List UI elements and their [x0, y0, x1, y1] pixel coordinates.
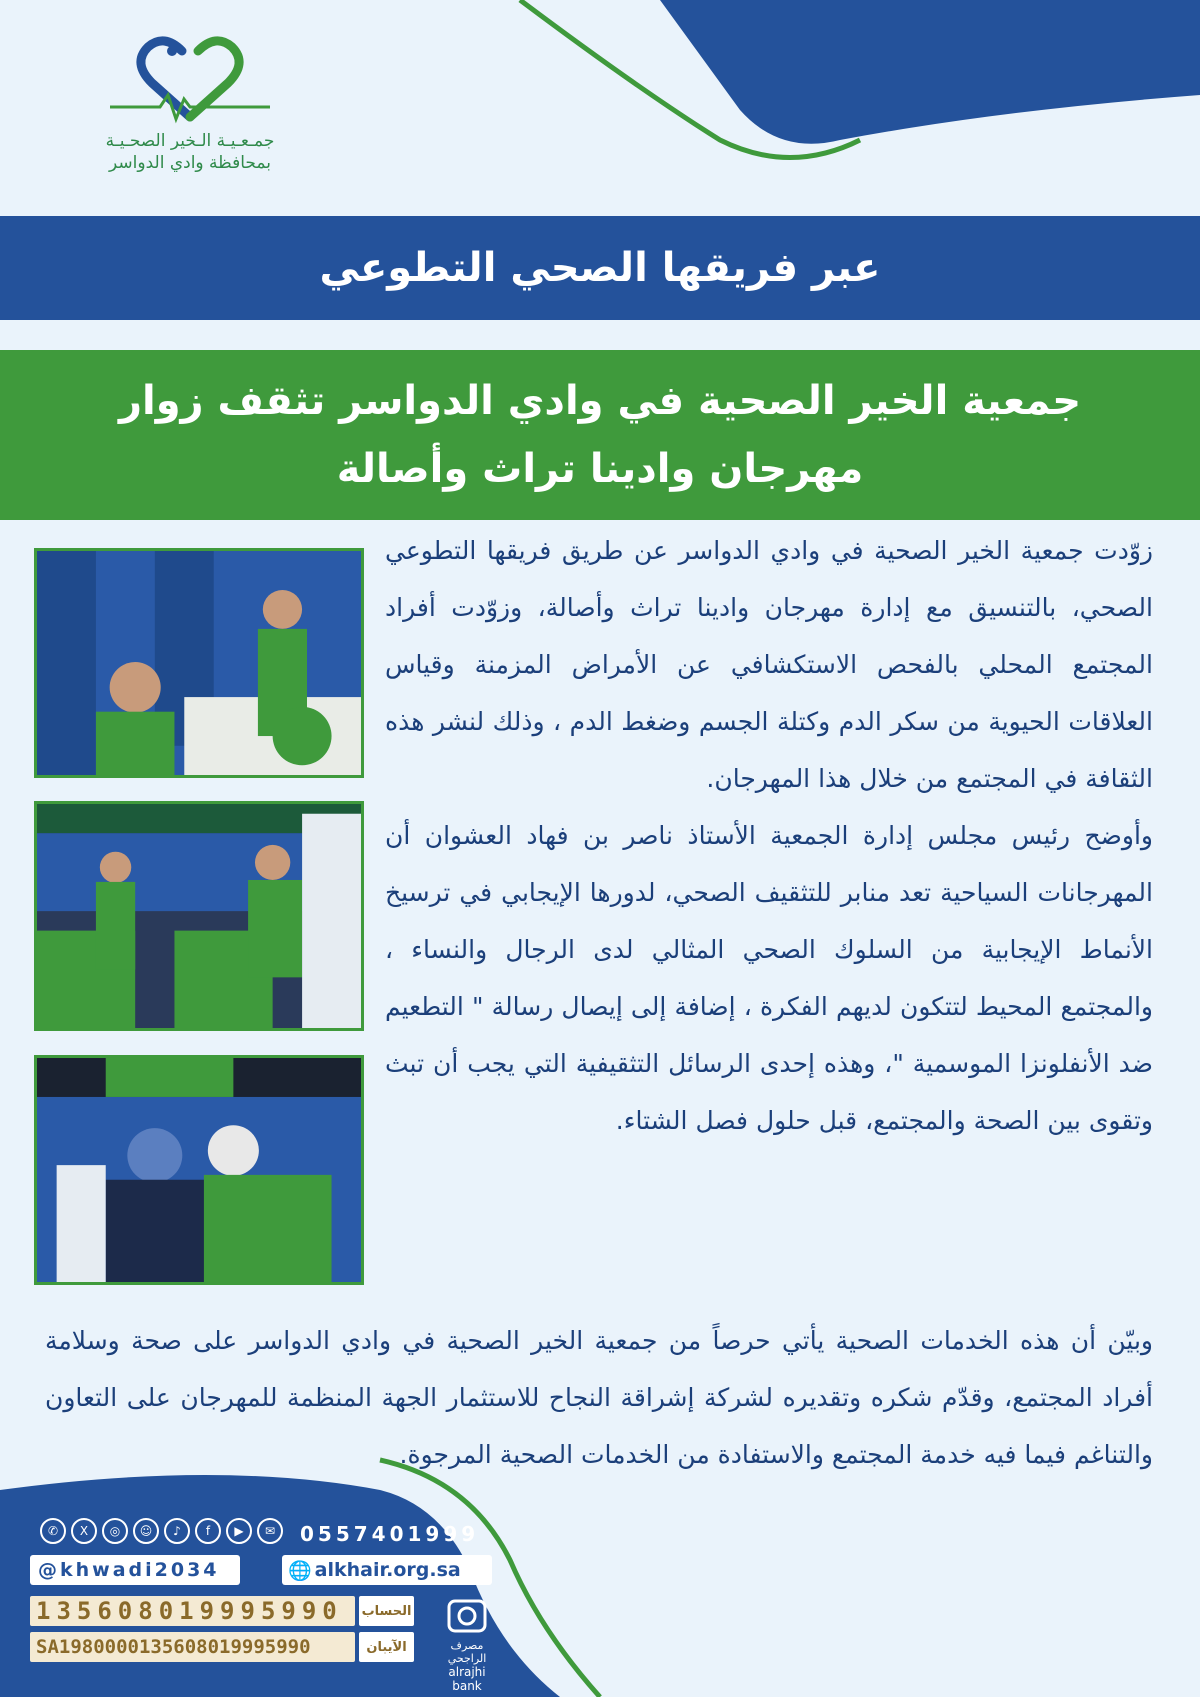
bank-logo [432, 1595, 502, 1693]
article-paragraph-2: وأوضح رئيس مجلس إدارة الجمعية الأستاذ ناصر بن فهاد العشوان أن المهرجانات السياحية تعد منابر للتثقيف الصحي، لدورها الإيجابي في ترسيخ الأنماط الإيجابية من السلوك الصحي المثالي لدى الرجال والنساء ، والمجتمع المحيط لتتكون لديهم الفكرة ، إضافة إلى إيصال رسالة " التطعيم ضد الأنفلونزا الموسمية "، وهذه إحدى الرسائل التثقيفية التي يجب أن تبث وتقوى بين الصحة والمجتمع، قبل حلول فصل الشتاء. [385, 821, 1153, 1135]
iban-number[interactable]: SA1980000135608019995990 [30, 1632, 355, 1662]
event-photo-2 [34, 801, 364, 1031]
social-icons [40, 1518, 283, 1544]
bank-name-en: alrajhi bank [448, 1665, 486, 1693]
bank-name-ar: مصرف الراجحي [447, 1639, 487, 1665]
facebook-icon[interactable]: f [195, 1518, 221, 1544]
tiktok-icon[interactable]: ♪ [164, 1518, 190, 1544]
heart-logo-icon [100, 25, 280, 130]
logo-name-line1: جمـعـيـة الـخير الصحـيـة [105, 131, 275, 151]
headline-line2: مهرجان وادينا تراث وأصالة [336, 446, 864, 492]
globe-icon: 🌐 [288, 1559, 312, 1582]
snapchat-icon[interactable]: ☺ [133, 1518, 159, 1544]
account-number[interactable]: 135608019995990 [30, 1596, 355, 1626]
article-body [385, 522, 1153, 1149]
phone-number[interactable]: 0557401999 [300, 1522, 480, 1546]
instagram-icon[interactable]: ◎ [102, 1518, 128, 1544]
article-paragraph-1: زوّدت جمعية الخير الصحية في وادي الدواسر عن طريق فريقها التطوعي الصحي، بالتنسيق مع إدارة مهرجان وادينا تراث وأصالة، وزوّدت أفراد المجتمع المحلي بالفحص الاستكشافي عن الأمراض المزمنة وقياس العلاقات الحيوية من سكر الدم وكتلة الجسم وضغط الدم ، وذلك لنشر هذه الثقافة في المجتمع من خلال هذا المهرجان. [385, 536, 1153, 793]
title-band [0, 350, 1200, 520]
whatsapp-icon[interactable]: ✆ [40, 1518, 66, 1544]
event-photo-1 [34, 548, 364, 778]
email-icon[interactable]: ✉ [257, 1518, 283, 1544]
website-link[interactable] [282, 1555, 492, 1585]
alrajhi-bank-icon [445, 1595, 489, 1635]
youtube-icon[interactable]: ▶ [226, 1518, 252, 1544]
website-text: alkhair.org.sa [314, 1559, 461, 1581]
iban-label: الآيبان [359, 1632, 414, 1662]
iban-row [30, 1632, 414, 1662]
account-label: الحساب [359, 1596, 414, 1626]
account-row [30, 1596, 414, 1626]
subtitle-band [0, 216, 1200, 320]
headline-line1: جمعية الخير الصحية في وادي الدواسر تثقف زوار [118, 378, 1082, 424]
organization-logo [85, 25, 295, 195]
social-handle[interactable]: @khwadi2034 [30, 1555, 240, 1585]
subtitle: عبر فريقها الصحي التطوعي [319, 245, 881, 291]
article-paragraph-3: وبيّن أن هذه الخدمات الصحية يأتي حرصاً من جمعية الخير الصحية في وادي الدواسر على صحة وسلامة أفراد المجتمع، وقدّم شكره وتقديره لشركة إشراقة النجاح للاستثمار الجهة المنظمة للمهرجان على التعاون والتناغم فيما فيه خدمة المجتمع والاستفادة من الخدمات الصحية المرجوة. [45, 1326, 1153, 1469]
logo-name-line2: بمحافظة وادي الدواسر [109, 153, 271, 173]
event-photo-3 [34, 1055, 364, 1285]
x-icon[interactable]: X [71, 1518, 97, 1544]
